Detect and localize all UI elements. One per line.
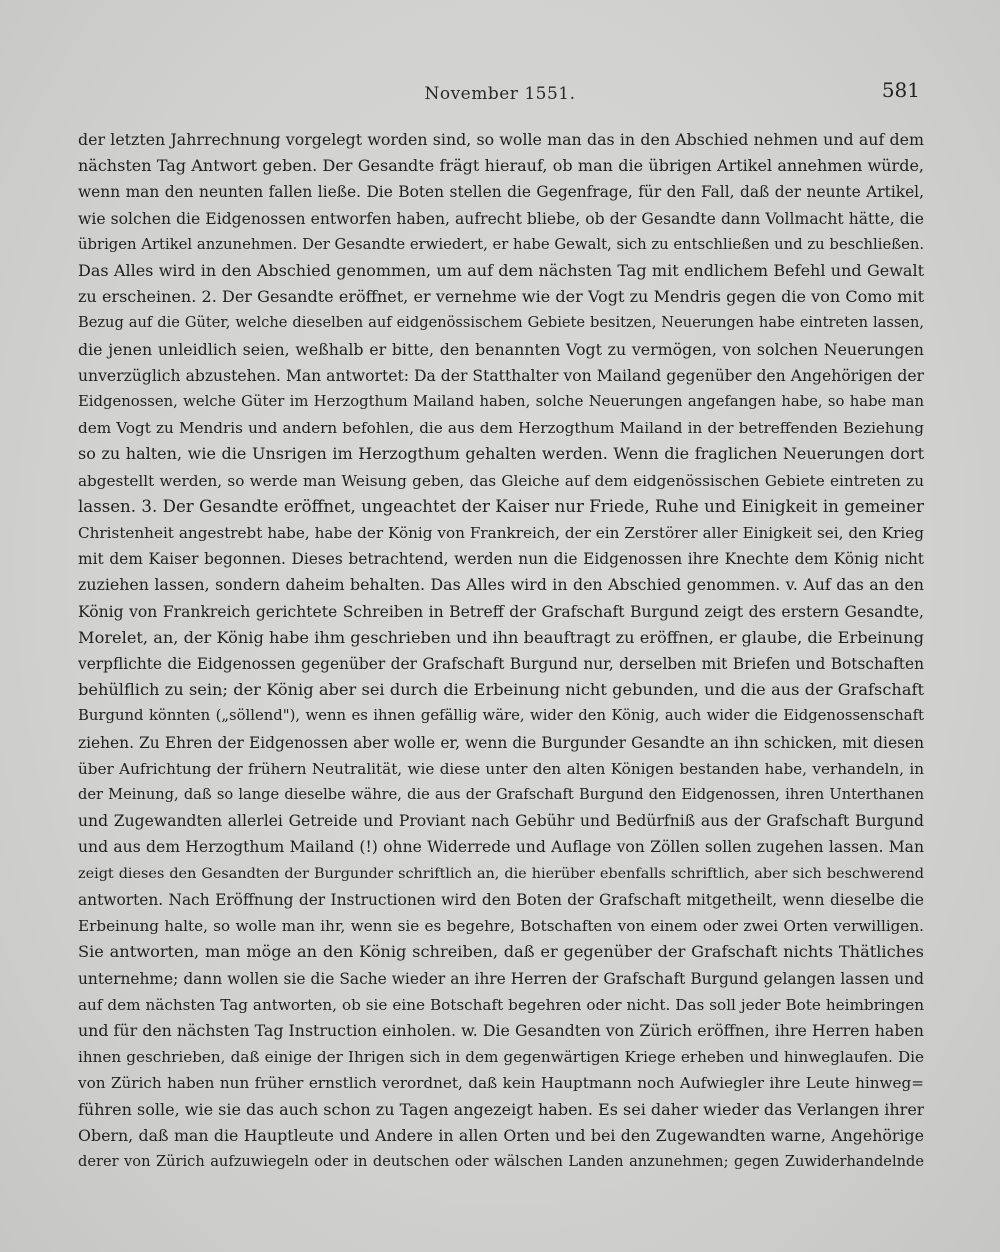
text-line: behülflich zu sein; der König aber sei durch die Erbeinung nicht gebunden, und die aus der Grafschaft bbox=[78, 680, 924, 700]
text-line: abgestellt werden, so werde man Weisung geben, das Gleiche auf dem eidgenössischen Gebiete eintreten zu bbox=[78, 471, 924, 490]
page-header bbox=[80, 76, 920, 106]
text-line: wenn man den neunten fallen ließe. Die Boten stellen die Gegenfrage, für den Fall, daß der neunte Artikel, bbox=[78, 183, 924, 202]
text-line: und für den nächsten Tag Instruction einholen. w. Die Gesandten von Zürich eröffnen, ihre Herren haben bbox=[78, 1020, 924, 1040]
text-line: Erbeinung halte, so wolle man ihr, wenn sie es begehre, Botschaften von einem oder zwei Orten verwilligen. bbox=[78, 917, 924, 936]
text-line: lassen. 3. Der Gesandte eröffnet, ungeachtet der Kaiser nur Friede, Ruhe und Einigkeit in gemeiner bbox=[78, 496, 924, 516]
text-line: zu erscheinen. 2. Der Gesandte eröffnet, er vernehme wie der Vogt zu Mendris gegen die von Como mit bbox=[78, 287, 924, 307]
text-line: Bezug auf die Güter, welche dieselben auf eidgenössischem Gebiete besitzen, Neuerungen habe eintreten lassen, bbox=[78, 314, 924, 332]
text-line: zuziehen lassen, sondern daheim behalten. Das Alles wird in den Abschied genommen. v. Auf das an den bbox=[78, 575, 924, 595]
text-line: dem Vogt zu Mendris und andern befohlen, die aus dem Herzogthum Mailand in der betreffenden Beziehung bbox=[78, 419, 924, 438]
text-line: die jenen unleidlich seien, weßhalb er bitte, den benannten Vogt zu vermögen, von solchen Neuerungen bbox=[78, 339, 924, 359]
text-line: nächsten Tag Antwort geben. Der Gesandte frägt hierauf, ob man die übrigen Artikel annehmen würde, bbox=[78, 156, 924, 176]
text-line: unverzüglich abzustehen. Man antwortet: Da der Statthalter von Mailand gegenüber den Angehörigen der bbox=[78, 366, 924, 385]
text-line: Das Alles wird in den Abschied genommen, um auf dem nächsten Tag mit endlichem Befehl und Gewalt bbox=[78, 261, 924, 281]
text-line: Sie antworten, man möge an den König schreiben, daß er gegenüber der Grafschaft nichts Thätliches bbox=[78, 942, 924, 962]
text-line: übrigen Artikel anzunehmen. Der Gesandte erwiedert, er habe Gewalt, sich zu entschließen und zu beschließen. bbox=[78, 235, 924, 253]
text-line: mit dem Kaiser begonnen. Dieses betrachtend, werden nun die Eidgenossen ihre Knechte dem König nicht bbox=[78, 550, 924, 569]
text-line: Burgund könnten („söllend"), wenn es ihnen gefällig wäre, wider den König, auch wider die Eidgenossenschaft bbox=[78, 707, 924, 725]
text-line: derer von Zürich aufzuwiegeln oder in deutschen oder wälschen Landen anzunehmen; gegen Zuwiderhandelnde bbox=[78, 1152, 924, 1170]
text-line: auf dem nächsten Tag antworten, ob sie eine Botschaft begehren oder nicht. Das soll jeder Bote heimbringen bbox=[78, 995, 924, 1014]
text-line: König von Frankreich gerichtete Schreiben in Betreff der Grafschaft Burgund zeigt des erstern Gesandte, bbox=[78, 602, 924, 621]
page-number: 581 bbox=[881, 78, 920, 102]
running-head: November 1551. bbox=[424, 84, 576, 104]
text-line: unternehme; dann wollen sie die Sache wieder an ihre Herren der Grafschaft Burgund gelangen lassen und bbox=[78, 969, 924, 988]
text-line: antworten. Nach Eröffnung der Instructionen wird den Boten der Grafschaft mitgetheilt, wenn dieselbe die bbox=[78, 890, 924, 909]
text-line: von Zürich haben nun früher ernstlich verordnet, daß kein Hauptmann noch Aufwiegler ihre Leute hinweg= bbox=[78, 1074, 924, 1093]
text-line: Christenheit angestrebt habe, habe der König von Frankreich, der ein Zerstörer aller Einigkeit sei, den Krieg bbox=[78, 524, 924, 543]
text-line: ziehen. Zu Ehren der Eidgenossen aber wolle er, wenn die Burgunder Gesandte an ihn schicken, mit diesen bbox=[78, 733, 924, 752]
text-line: wie solchen die Eidgenossen entworfen haben, aufrecht bliebe, ob der Gesandte dann Vollmacht hätte, die bbox=[78, 209, 924, 228]
text-line: führen solle, wie sie das auch schon zu Tagen angezeigt haben. Es sei daher wieder das Verlangen ihrer bbox=[78, 1099, 924, 1119]
text-line: der Meinung, daß so lange dieselbe währe, die aus der Grafschaft Burgund den Eidgenossen, ihren Unterthanen bbox=[78, 786, 924, 804]
text-line: der letzten Jahrrechnung vorgelegt worden sind, so wolle man das in den Abschied nehmen und auf dem bbox=[78, 130, 924, 149]
text-line: verpflichte die Eidgenossen gegenüber der Grafschaft Burgund nur, derselben mit Briefen und Botschaften bbox=[78, 655, 924, 674]
text-line: über Aufrichtung der frühern Neutralität, wie diese unter den alten Königen bestanden habe, verhandeln, in bbox=[78, 759, 924, 778]
text-line: zeigt dieses den Gesandten der Burgunder schriftlich an, die hierüber ebenfalls schriftlich, aber sich beschwerend bbox=[78, 865, 924, 882]
body-text bbox=[78, 127, 924, 1175]
text-line: Eidgenossen, welche Güter im Herzogthum Mailand haben, solche Neuerungen angefangen habe, so habe man bbox=[78, 393, 924, 411]
text-line: und aus dem Herzogthum Mailand (!) ohne Widerrede und Auflage von Zöllen sollen zugehen lassen. Man bbox=[78, 838, 924, 857]
text-line: Obern, daß man die Hauptleute und Andere in allen Orten und bei den Zugewandten warne, Angehörige bbox=[78, 1125, 924, 1145]
text-line: und Zugewandten allerlei Getreide und Proviant nach Gebühr und Bedürfniß aus der Grafschaft Burgund bbox=[78, 812, 924, 831]
text-line: ihnen geschrieben, daß einige der Ihrigen sich in dem gegenwärtigen Kriege erheben und hinweglaufen. Die bbox=[78, 1048, 924, 1067]
text-line: Morelet, an, der König habe ihm geschrieben und ihn beauftragt zu eröffnen, er glaube, die Erbeinung bbox=[78, 627, 924, 647]
text-line: so zu halten, wie die Unsrigen im Herzogthum gehalten werden. Wenn die fraglichen Neuerungen dort bbox=[78, 444, 924, 464]
